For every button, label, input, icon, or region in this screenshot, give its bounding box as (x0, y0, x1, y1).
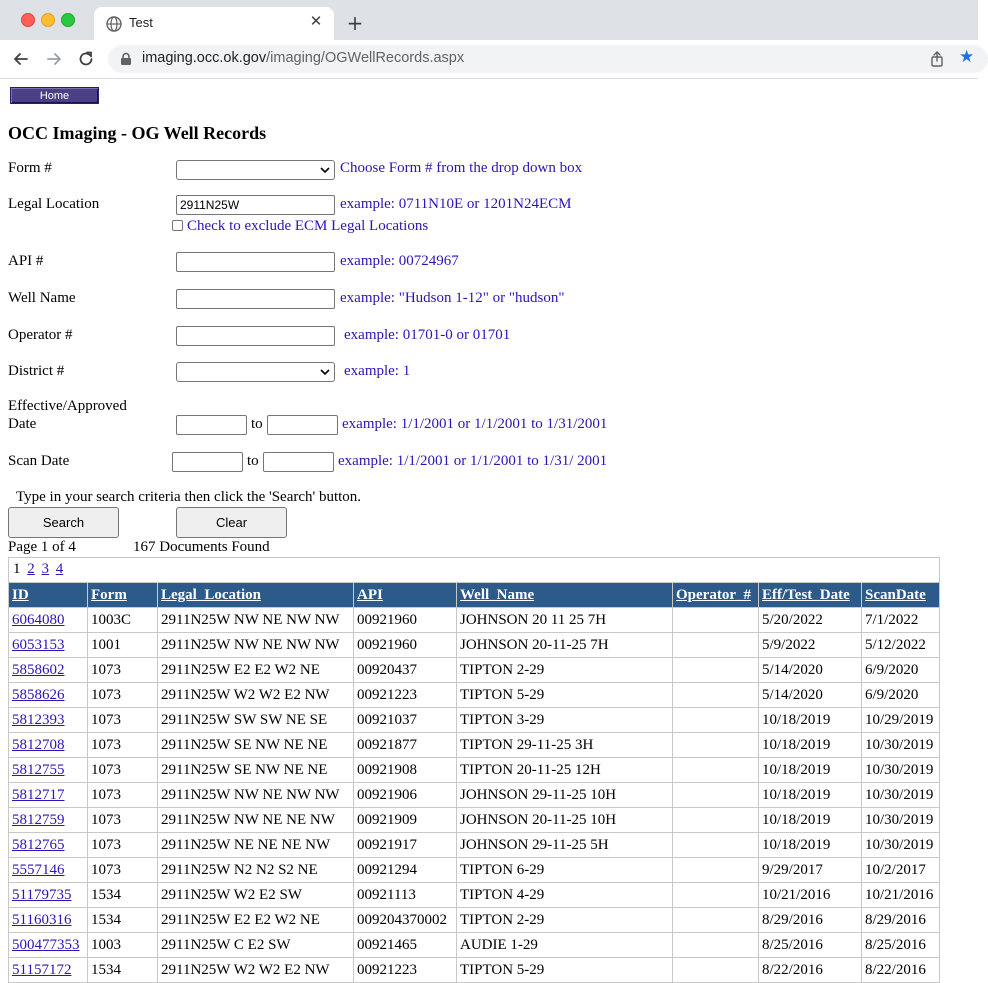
cell-api: 00921113 (354, 883, 457, 908)
cell-eff-test-date: 5/14/2020 (759, 683, 862, 708)
column-header-legal-location[interactable]: Legal_Location (158, 583, 354, 608)
cell-operator (673, 858, 759, 883)
cell-scan-date: 10/30/2019 (862, 783, 940, 808)
maximize-window-button[interactable] (61, 13, 75, 27)
table-row (9, 783, 940, 808)
cell-operator (673, 883, 759, 908)
cell-eff-test-date: 9/29/2017 (759, 858, 862, 883)
cell-api: 00921917 (354, 833, 457, 858)
reload-icon[interactable] (77, 50, 95, 68)
search-button[interactable]: Search (8, 507, 119, 538)
cell-operator (673, 783, 759, 808)
cell-scan-date: 10/21/2016 (862, 883, 940, 908)
close-window-button[interactable] (21, 13, 35, 27)
cell-api: 00921960 (354, 633, 457, 658)
cell-id (9, 708, 88, 733)
cell-api: 00921223 (354, 958, 457, 983)
cell-well-name: JOHNSON 20-11-25 10H (457, 808, 673, 833)
cell-form: 1073 (88, 658, 158, 683)
page-info: Page 1 of 4 (8, 539, 76, 555)
district-hint: example: 1 (344, 363, 411, 379)
cell-form: 1534 (88, 883, 158, 908)
share-icon[interactable] (929, 51, 945, 67)
pager (9, 558, 939, 582)
cell-operator (673, 708, 759, 733)
cell-id (9, 833, 88, 858)
cell-id (9, 908, 88, 933)
document-id-link[interactable]: 51160316 (12, 911, 72, 928)
form-number-label: Form # (8, 160, 52, 176)
cell-legal-location: 2911N25W E2 E2 W2 NE (158, 658, 354, 683)
cell-legal-location: 2911N25W W2 W2 E2 NW (158, 683, 354, 708)
cell-eff-test-date: 10/18/2019 (759, 733, 862, 758)
cell-operator (673, 608, 759, 633)
table-row (9, 883, 940, 908)
document-id-link[interactable]: 6064080 (12, 611, 65, 628)
table-row (9, 608, 940, 633)
cell-operator (673, 733, 759, 758)
cell-legal-location: 2911N25W NW NE NW NW (158, 608, 354, 633)
clear-button[interactable]: Clear (176, 507, 287, 538)
home-button[interactable]: Home (10, 87, 99, 104)
cell-form: 1073 (88, 858, 158, 883)
cell-form: 1003C (88, 608, 158, 633)
cell-scan-date: 8/25/2016 (862, 933, 940, 958)
new-tab-icon[interactable]: + (346, 11, 364, 35)
well-name-label: Well Name (8, 290, 76, 306)
pager-link[interactable]: 4 (55, 561, 64, 577)
document-id-link[interactable]: 500477353 (12, 936, 80, 953)
document-id-link[interactable]: 51157172 (12, 961, 72, 978)
cell-api: 00921223 (354, 683, 457, 708)
cell-eff-test-date: 10/21/2016 (759, 883, 862, 908)
cell-operator (673, 958, 759, 983)
scan-date-from-input[interactable] (172, 452, 243, 472)
browser-tab-strip (0, 0, 978, 40)
document-id-link[interactable]: 5858602 (12, 661, 65, 678)
cell-legal-location: 2911N25W N2 N2 S2 NE (158, 858, 354, 883)
minimize-window-button[interactable] (41, 13, 55, 27)
district-select[interactable] (176, 362, 335, 382)
cell-legal-location: 2911N25W E2 E2 W2 NE (158, 908, 354, 933)
table-row (9, 908, 940, 933)
back-arrow-icon[interactable] (12, 50, 30, 68)
scan-date-hint: example: 1/1/2001 or 1/1/2001 to 1/31/ 2001 (338, 453, 608, 469)
browser-tab[interactable] (94, 7, 334, 40)
chevron-down-icon (320, 162, 330, 178)
cell-eff-test-date: 8/22/2016 (759, 958, 862, 983)
cell-legal-location: 2911N25W NW NE NW NW (158, 633, 354, 658)
cell-scan-date: 5/12/2022 (862, 633, 940, 658)
cell-api: 00921037 (354, 708, 457, 733)
table-row (9, 658, 940, 683)
column-header-operator[interactable]: Operator_# (673, 583, 759, 608)
document-count: 167 Documents Found (133, 539, 270, 555)
document-id-link[interactable]: 51179735 (12, 886, 72, 903)
api-label: API # (8, 253, 44, 269)
cell-scan-date: 7/1/2022 (862, 608, 940, 633)
effective-date-to-input[interactable] (267, 415, 338, 435)
cell-form: 1073 (88, 708, 158, 733)
cell-legal-location: 2911N25W SE NW NE NE (158, 733, 354, 758)
cell-well-name: JOHNSON 29-11-25 10H (457, 783, 673, 808)
cell-id (9, 858, 88, 883)
results-grid (8, 557, 940, 583)
legal-location-hint: example: 0711N10E or 1201N24ECM (340, 196, 572, 212)
cell-eff-test-date: 10/18/2019 (759, 783, 862, 808)
api-input[interactable] (176, 252, 335, 272)
effective-date-label-line1: Effective/Approved (8, 398, 127, 414)
cell-form: 1003 (88, 933, 158, 958)
effective-date-hint: example: 1/1/2001 or 1/1/2001 to 1/31/2001 (342, 416, 608, 432)
cell-api: 00920437 (354, 658, 457, 683)
cell-form: 1534 (88, 958, 158, 983)
cell-legal-location: 2911N25W C E2 SW (158, 933, 354, 958)
browser-toolbar (0, 40, 978, 79)
cell-legal-location: 2911N25W SE NW NE NE (158, 758, 354, 783)
address-bar[interactable] (108, 45, 988, 73)
cell-well-name: TIPTON 4-29 (457, 883, 673, 908)
cell-eff-test-date: 10/18/2019 (759, 708, 862, 733)
cell-well-name: TIPTON 2-29 (457, 908, 673, 933)
forward-arrow-icon[interactable] (45, 50, 63, 68)
exclude-ecm-label[interactable]: Check to exclude ECM Legal Locations (187, 218, 429, 234)
cell-eff-test-date: 5/20/2022 (759, 608, 862, 633)
cell-well-name: JOHNSON 20 11 25 7H (457, 608, 673, 633)
cell-well-name: AUDIE 1-29 (457, 933, 673, 958)
cell-well-name: TIPTON 20-11-25 12H (457, 758, 673, 783)
document-id-link[interactable]: 5812717 (12, 786, 65, 803)
cell-eff-test-date: 10/18/2019 (759, 758, 862, 783)
cell-eff-test-date: 10/18/2019 (759, 808, 862, 833)
bookmark-star-icon[interactable]: ★ (959, 47, 975, 67)
cell-id (9, 733, 88, 758)
cell-well-name: JOHNSON 20-11-25 7H (457, 633, 673, 658)
effective-date-to-label: to (251, 416, 263, 432)
document-id-link[interactable]: 5858626 (12, 686, 65, 703)
cell-legal-location: 2911N25W NW NE NW NW (158, 783, 354, 808)
pager-link[interactable]: 2 (27, 561, 35, 577)
column-header-eff-test-date[interactable]: Eff/Test_Date (759, 583, 862, 608)
cell-id (9, 883, 88, 908)
cell-scan-date: 10/29/2019 (862, 708, 940, 733)
table-row (9, 733, 940, 758)
legal-location-input[interactable]: 2911N25W (176, 195, 335, 215)
cell-legal-location: 2911N25W NW NE NE NW (158, 808, 354, 833)
table-row (9, 808, 940, 833)
column-header-id[interactable]: ID (9, 583, 88, 608)
cell-operator (673, 833, 759, 858)
cell-api: 00921294 (354, 858, 457, 883)
cell-scan-date: 8/29/2016 (862, 908, 940, 933)
cell-id (9, 758, 88, 783)
cell-eff-test-date: 8/29/2016 (759, 908, 862, 933)
cell-well-name: TIPTON 29-11-25 3H (457, 733, 673, 758)
cell-well-name: JOHNSON 29-11-25 5H (457, 833, 673, 858)
tab-title: Test (129, 15, 153, 30)
api-hint: example: 00724967 (340, 253, 459, 269)
cell-legal-location: 2911N25W W2 E2 SW (158, 883, 354, 908)
cell-id (9, 658, 88, 683)
effective-date-from-input[interactable] (176, 415, 247, 435)
cell-id (9, 683, 88, 708)
table-row (9, 633, 940, 658)
cell-id (9, 633, 88, 658)
close-tab-icon[interactable]: ✕ (309, 12, 323, 30)
document-id-link[interactable]: 6053153 (12, 636, 65, 653)
document-id-link[interactable]: 5812765 (12, 836, 65, 853)
results-table (8, 582, 940, 983)
cell-operator (673, 908, 759, 933)
scan-date-to-label: to (247, 453, 259, 469)
cell-eff-test-date: 8/25/2016 (759, 933, 862, 958)
cell-operator (673, 758, 759, 783)
table-row (9, 958, 940, 983)
column-header-form[interactable]: Form (88, 583, 158, 608)
cell-well-name: TIPTON 5-29 (457, 958, 673, 983)
table-row (9, 683, 940, 708)
cell-scan-date: 8/22/2016 (862, 958, 940, 983)
column-header-scan-date[interactable]: ScanDate (862, 583, 940, 608)
cell-api: 00921908 (354, 758, 457, 783)
cell-scan-date: 6/9/2020 (862, 658, 940, 683)
cell-form: 1073 (88, 808, 158, 833)
cell-api: 00921906 (354, 783, 457, 808)
cell-legal-location: 2911N25W W2 W2 E2 NW (158, 958, 354, 983)
cell-id (9, 933, 88, 958)
district-label: District # (8, 363, 65, 379)
document-id-link[interactable]: 5812393 (12, 711, 65, 728)
document-id-link[interactable]: 5812759 (12, 811, 65, 828)
cell-eff-test-date: 5/9/2022 (759, 633, 862, 658)
form-number-select[interactable] (176, 160, 335, 180)
chevron-down-icon (320, 364, 330, 380)
cell-operator (673, 683, 759, 708)
cell-form: 1001 (88, 633, 158, 658)
cell-operator (673, 808, 759, 833)
page-content (0, 79, 978, 978)
cell-well-name: TIPTON 3-29 (457, 708, 673, 733)
cell-id (9, 958, 88, 983)
cell-id (9, 808, 88, 833)
cell-id (9, 783, 88, 808)
cell-well-name: TIPTON 2-29 (457, 658, 673, 683)
legal-location-label: Legal Location (8, 196, 100, 212)
table-row (9, 933, 940, 958)
table-row (9, 708, 940, 733)
column-header-well-name[interactable]: Well_Name (457, 583, 673, 608)
cell-scan-date: 10/30/2019 (862, 833, 940, 858)
cell-form: 1073 (88, 833, 158, 858)
cell-eff-test-date: 5/14/2020 (759, 658, 862, 683)
cell-scan-date: 10/2/2017 (862, 858, 940, 883)
cell-id (9, 608, 88, 633)
effective-date-label-line2: Date (8, 416, 37, 432)
exclude-ecm-checkbox[interactable] (172, 220, 183, 231)
cell-scan-date: 10/30/2019 (862, 733, 940, 758)
form-number-hint: Choose Form # from the drop down box (340, 160, 583, 176)
cell-form: 1073 (88, 758, 158, 783)
url-text: imaging.occ.ok.gov/imaging/OGWellRecords.aspx (142, 50, 465, 66)
cell-well-name: TIPTON 6-29 (457, 858, 673, 883)
cell-well-name: TIPTON 5-29 (457, 683, 673, 708)
cell-scan-date: 10/30/2019 (862, 758, 940, 783)
document-id-link[interactable]: 5812755 (12, 761, 65, 778)
column-header-api[interactable]: API (354, 583, 457, 608)
globe-icon (106, 16, 122, 32)
cell-operator (673, 633, 759, 658)
cell-api: 00921877 (354, 733, 457, 758)
cell-scan-date: 6/9/2020 (862, 683, 940, 708)
cell-scan-date: 10/30/2019 (862, 808, 940, 833)
cell-api: 00921465 (354, 933, 457, 958)
table-row (9, 758, 940, 783)
cell-api: 009204370002 (354, 908, 457, 933)
operator-label: Operator # (8, 327, 73, 343)
cell-api: 00921909 (354, 808, 457, 833)
scan-date-to-input[interactable] (263, 452, 334, 472)
well-name-input[interactable] (176, 289, 335, 309)
cell-legal-location: 2911N25W NE NE NE NW (158, 833, 354, 858)
cell-api: 00921960 (354, 608, 457, 633)
cell-form: 1073 (88, 733, 158, 758)
pager-current-page: 1 (13, 561, 21, 577)
cell-form: 1534 (88, 908, 158, 933)
scan-date-label: Scan Date (8, 453, 70, 469)
cell-form: 1073 (88, 783, 158, 808)
well-name-hint: example: "Hudson 1-12" or "hudson" (340, 290, 565, 306)
cell-legal-location: 2911N25W SW SW NE SE (158, 708, 354, 733)
table-row (9, 833, 940, 858)
operator-hint: example: 01701-0 or 01701 (344, 327, 511, 343)
cell-operator (673, 658, 759, 683)
cell-form: 1073 (88, 683, 158, 708)
cell-operator (673, 933, 759, 958)
instructions-text: Type in your search criteria then click the 'Search' button. (16, 489, 362, 505)
lock-icon (119, 52, 133, 66)
operator-input[interactable] (176, 326, 335, 346)
document-id-link[interactable]: 5557146 (12, 861, 65, 878)
page-title: OCC Imaging - OG Well Records (8, 123, 267, 143)
cell-eff-test-date: 10/18/2019 (759, 833, 862, 858)
document-id-link[interactable]: 5812708 (12, 736, 65, 753)
table-header-row (9, 583, 940, 608)
table-row (9, 858, 940, 883)
pager-link[interactable]: 3 (41, 561, 49, 577)
